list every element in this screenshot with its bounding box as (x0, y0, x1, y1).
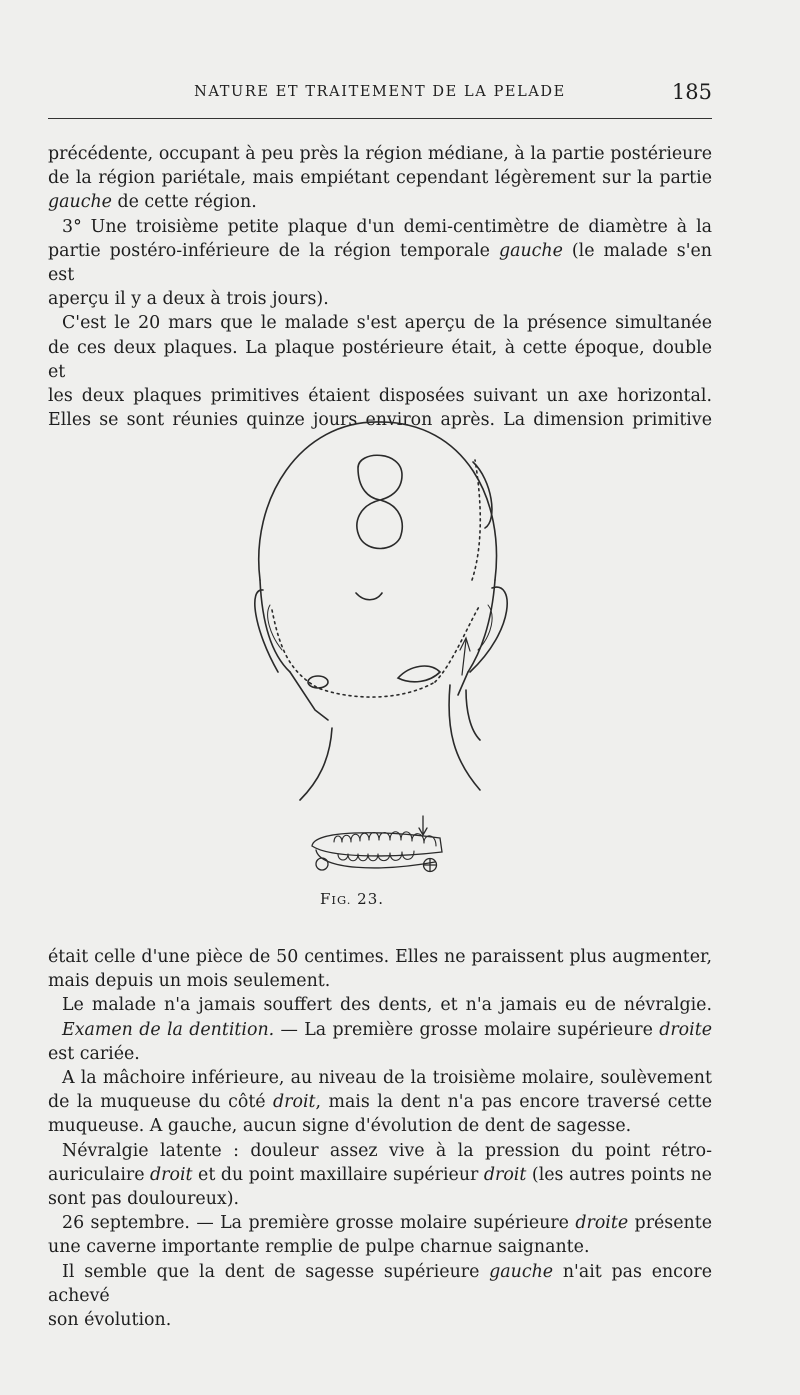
hair-whorl (356, 593, 382, 600)
text-line: une caverne importante remplie de pulpe charnue saignante. (48, 1237, 590, 1258)
running-title: NATURE ET TRAITEMENT DE LA PELADE (194, 84, 566, 100)
head-outline (259, 422, 497, 720)
text-line: 3° Une troisième petite plaque d'un demi-centimètre de diamètre à la (62, 216, 712, 237)
text-line: de la région pariétale, mais empiétant cependant légèrement sur la partie (48, 168, 712, 189)
dental-arch-diagram (312, 816, 442, 872)
text-line: C'est le 20 mars que le malade s'est aperçu de la présence simultanée (62, 313, 712, 334)
text-line: Le malade n'a jamais souffert des dents, et n'a jamais eu de névralgie. (62, 995, 712, 1016)
figure-caption: FIG. 23. (320, 890, 385, 908)
hairline-dotted (272, 460, 480, 697)
text-line: mais depuis un mois seulement. (48, 971, 331, 992)
head-diagram-figure (230, 410, 560, 880)
text-line: était celle d'une pièce de 50 centimes. Elles ne paraissent plus augmenter, (48, 947, 712, 967)
ears (255, 587, 507, 672)
text-line: aperçu il y a deux à trois jours). (48, 289, 329, 310)
text-line: partie postéro-inférieure de la région temporale gauche (le malade s'en est (48, 240, 712, 286)
text-line: muqueuse. A gauche, aucun signe d'évolution de dent de sagesse. (48, 1116, 632, 1137)
text-line: Elles se sont réunies quinze jours environ après. La dimension primitive (48, 410, 712, 431)
text-line: 26 septembre. — La première grosse molaire supérieure droite présente (62, 1213, 712, 1234)
header-rule (48, 118, 712, 119)
text-line: est cariée. (48, 1043, 140, 1064)
text-line: de ces deux plaques. La plaque postérieure était, à cette époque, double et (48, 337, 712, 382)
text-line: Il semble que la dent de sagesse supérieure gauche n'ait pas encore achevé (48, 1261, 712, 1306)
text-line: sont pas douloureux). (48, 1189, 240, 1210)
neck (300, 685, 480, 800)
bottom-text (48, 945, 712, 1332)
text-line: précédente, occupant à peu près la région médiane, à la partie postérieure (48, 144, 712, 164)
text-line: les deux plaques primitives étaient disposées suivant un axe horizontal. (48, 386, 712, 407)
text-line: auriculaire droit et du point maxillaire supérieur droit (les autres points ne (48, 1164, 712, 1185)
text-line: de la muqueuse du côté droit, mais la dent n'a pas encore traversé cette (48, 1092, 712, 1113)
text-line: son évolution. (48, 1310, 172, 1331)
page-header (48, 80, 712, 106)
text-line: Examen de la dentition. — La première grosse molaire supérieure droite (62, 1019, 712, 1040)
text-line: A la mâchoire inférieure, au niveau de la troisième molaire, soulèvement (62, 1068, 712, 1089)
top-text (48, 142, 712, 432)
text-line: gauche de cette région. (48, 192, 257, 213)
text-line: Névralgie latente : douleur assez vive à la pression du point rétro- (62, 1140, 712, 1161)
page-number: 185 (671, 80, 712, 104)
